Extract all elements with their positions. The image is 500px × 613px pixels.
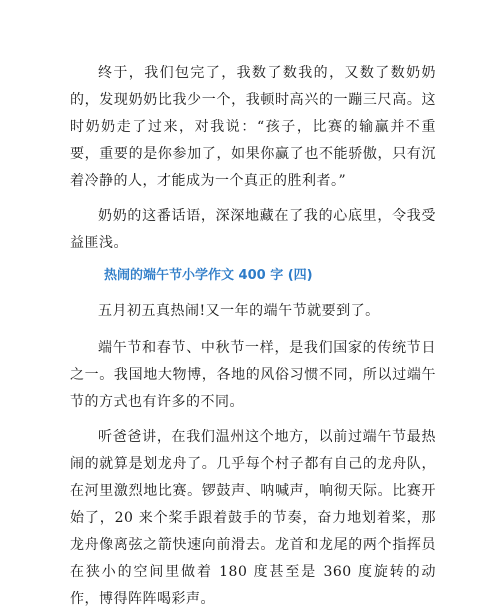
- section-heading: 热闹的端午节小学作文 400 字 (四): [104, 268, 313, 283]
- paragraph-tradition: 端午节和春节、中秋节一样，是我们国家的传统节日之一。我国地大物博，各地的风俗习惯不同，所以过端午节的方式也有许多的不同。: [70, 340, 436, 410]
- paragraph-grandma-words: 奶奶的这番话语，深深地藏在了我的心底里，令我受益匪浅。: [70, 208, 436, 251]
- paragraph-grandma-advice: 终于，我们包完了，我数了数我的，又数了数奶奶的，发现奶奶比我少一个，我顿时高兴的一蹦三尺高。这时奶奶走了过来，对我说：“孩子，比赛的输赢并不重要，重要的是你参加了，如果你赢了也不能骄傲，只有沉着冷静的人，才能成为一个真正的胜利者。”: [70, 65, 436, 189]
- paragraph-dragon-boat: 听爸爸讲，在我们温州这个地方，以前过端午节最热闹的就算是划龙舟了。几乎每个村子都有自己的龙舟队，在河里激烈地比赛。锣鼓声、呐喊声，响彻天际。比赛开始了，20 来个桨手跟着鼓手的节奏，奋力地划着桨，那龙舟像离弦之箭快速向前滑去。龙首和龙尾的两个指挥员在狭小的空间里做着 180 度甚至是 360 度旋转的动作，博得阵阵喝彩声。: [70, 429, 436, 607]
- paragraph-intro: 五月初五真热闹!又一年的端午节就要到了。: [98, 303, 380, 319]
